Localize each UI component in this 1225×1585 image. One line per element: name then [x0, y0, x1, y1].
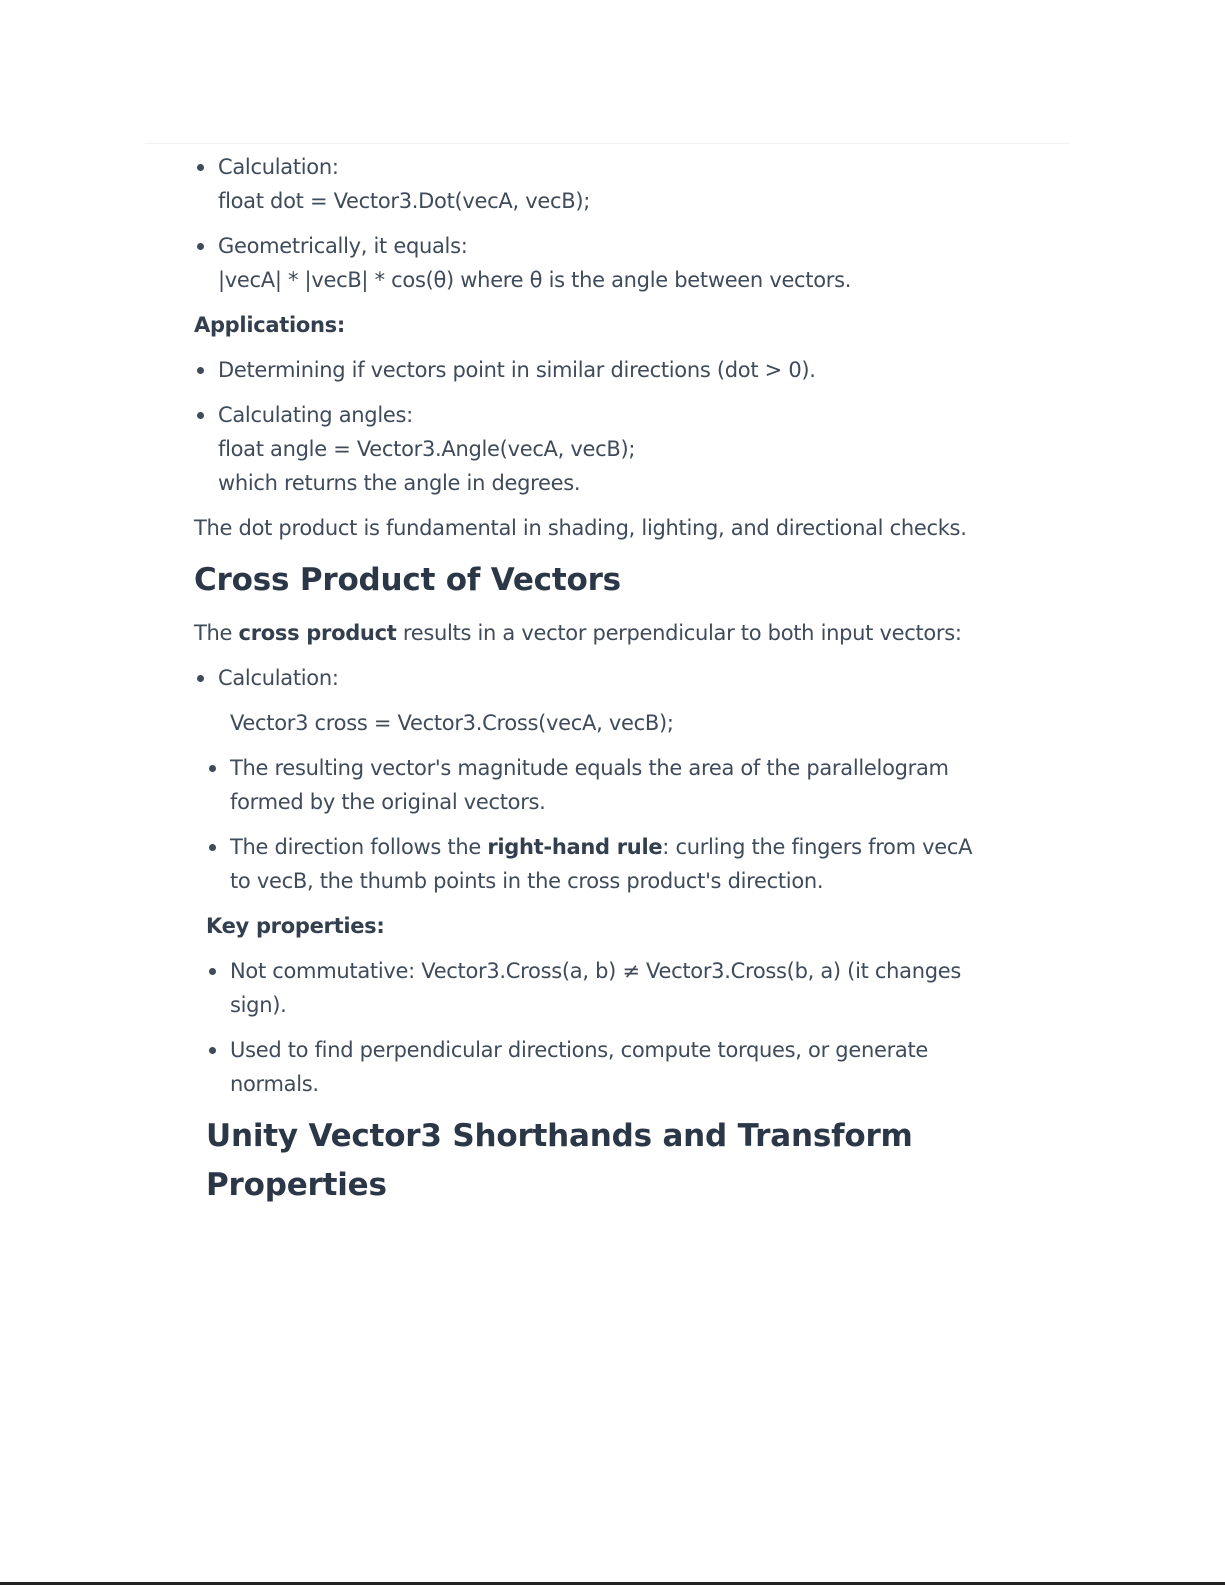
angle-label: Calculating angles: [218, 403, 413, 427]
cross-details [194, 706, 994, 1210]
property-text: Not commutative: Vector3.Cross(a, b) ≠ Vector3.Cross(b, a) (it changes sign). [230, 959, 962, 1017]
list-item [194, 229, 994, 297]
direction-suffix: : curling the fingers from vecA to vecB, the thumb points in the cross product's direction. [230, 835, 973, 893]
right-hand-rule-bold: right-hand rule [487, 835, 663, 859]
cross-details-list [206, 751, 994, 898]
applications-list [194, 353, 994, 500]
cross-calculation-label: Calculation: [218, 666, 339, 690]
key-properties-heading: Key properties: [206, 914, 385, 938]
list-item [194, 661, 994, 695]
geometric-label: Geometrically, it equals: [218, 234, 468, 258]
list-item [194, 150, 994, 218]
dot-summary: The dot product is fundamental in shading, lighting, and directional checks. [194, 516, 967, 540]
cross-code: Vector3 cross = Vector3.Cross(vecA, vecB); [230, 711, 674, 735]
application-text: Determining if vectors point in similar directions (dot > 0). [218, 358, 816, 382]
calculation-label: Calculation: [218, 155, 339, 179]
key-properties-list [206, 954, 994, 1101]
list-item [194, 353, 994, 387]
cross-intro-suffix: results in a vector perpendicular to both input vectors: [396, 621, 962, 645]
applications-heading: Applications: [194, 313, 345, 337]
unity-shorthands-heading: Unity Vector3 Shorthands and Transform Properties [206, 1118, 913, 1203]
cross-calculation-list [194, 661, 994, 695]
cross-intro [194, 616, 994, 650]
dot-code: float dot = Vector3.Dot(vecA, vecB); [218, 189, 590, 213]
direction-prefix: The direction follows the [230, 835, 488, 859]
cross-intro-prefix: The [194, 621, 239, 645]
cross-intro-bold: cross product [238, 621, 397, 645]
list-item [206, 954, 994, 1022]
geometric-formula: |vecA| * |vecB| * cos(θ) where θ is the angle between vectors. [218, 268, 852, 292]
list-item [194, 398, 994, 500]
document-content [194, 150, 994, 1210]
list-item [206, 1033, 994, 1101]
magnitude-text: The resulting vector's magnitude equals the area of the parallelogram formed by the original vectors. [230, 756, 949, 814]
angle-code: float angle = Vector3.Angle(vecA, vecB); [218, 437, 636, 461]
dot-product-list [194, 150, 994, 297]
list-item [206, 751, 994, 819]
property-text: Used to find perpendicular directions, compute torques, or generate normals. [230, 1038, 929, 1096]
angle-note: which returns the angle in degrees. [218, 471, 581, 495]
page-top-divider [145, 143, 1070, 144]
list-item [206, 830, 994, 898]
cross-product-heading: Cross Product of Vectors [194, 562, 621, 598]
